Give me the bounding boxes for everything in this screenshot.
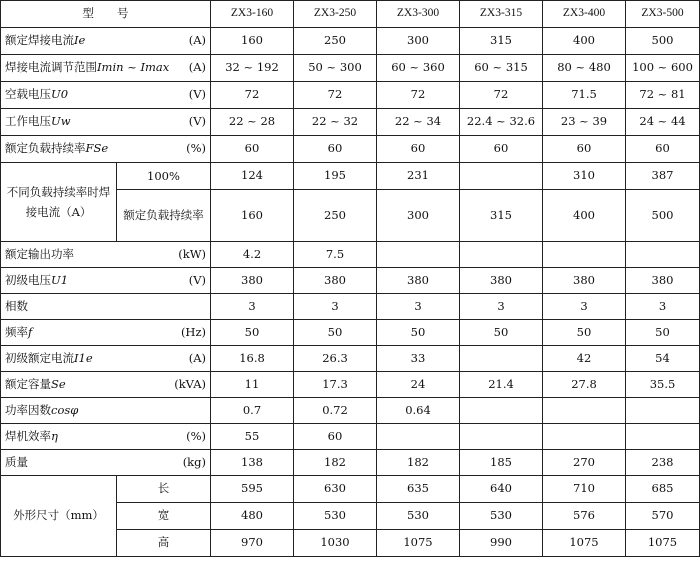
value-cell: 400	[543, 190, 626, 242]
param-label: 空载电压	[5, 87, 51, 102]
value-cell: 3	[626, 294, 700, 320]
param-label: 工作电压	[5, 114, 51, 129]
value-cell: 22 ~ 28	[211, 109, 294, 136]
model-header: ZX3-250	[294, 1, 377, 28]
param-symbol: Imin ~ Imax	[97, 60, 170, 75]
param-symbol: Ie	[74, 33, 86, 48]
param-label: 相数	[5, 298, 28, 313]
value-cell: 124	[211, 163, 294, 190]
value-cell: 60	[211, 136, 294, 163]
value-cell: 685	[626, 476, 700, 503]
sub-label: 100%	[117, 163, 211, 190]
value-cell: 50 ~ 300	[294, 55, 377, 82]
value-cell: 23 ~ 39	[543, 109, 626, 136]
table-row	[1, 109, 700, 136]
value-cell	[460, 424, 543, 450]
value-cell	[543, 242, 626, 268]
value-cell: 22 ~ 32	[294, 109, 377, 136]
param-label: 焊机效率	[5, 428, 51, 443]
param-symbol: I1e	[74, 350, 93, 365]
param-symbol: U1	[51, 272, 69, 287]
table-row	[1, 476, 700, 503]
value-cell: 50	[294, 320, 377, 346]
value-cell: 71.5	[543, 82, 626, 109]
param-cell	[1, 450, 211, 476]
model-header: ZX3-300	[377, 1, 460, 28]
dimension-sub-label: 高	[117, 530, 211, 557]
value-cell: 635	[377, 476, 460, 503]
value-cell: 60	[294, 424, 377, 450]
param-symbol: cosφ	[51, 402, 79, 417]
value-cell: 60 ~ 315	[460, 55, 543, 82]
value-cell: 182	[377, 450, 460, 476]
table-row	[1, 55, 700, 82]
param-cell	[1, 109, 211, 136]
param-cell	[1, 346, 211, 372]
param-unit: (kVA)	[174, 376, 206, 391]
value-cell: 310	[543, 163, 626, 190]
value-cell: 80 ~ 480	[543, 55, 626, 82]
value-cell: 0.64	[377, 398, 460, 424]
param-label: 额定负载持续率	[5, 141, 86, 156]
value-cell	[543, 424, 626, 450]
param-cell	[1, 268, 211, 294]
table-row	[1, 242, 700, 268]
value-cell: 16.8	[211, 346, 294, 372]
value-cell: 33	[377, 346, 460, 372]
param-label: 额定输出功率	[5, 246, 74, 261]
table-row	[1, 28, 700, 55]
value-cell: 4.2	[211, 242, 294, 268]
param-label: 质量	[5, 454, 28, 469]
dimensions-label: 外形尺寸（mm）	[1, 476, 117, 557]
value-cell	[626, 424, 700, 450]
param-symbol: Uw	[51, 114, 71, 129]
param-symbol: Se	[51, 376, 66, 391]
param-unit: (V)	[188, 272, 206, 287]
value-cell: 500	[626, 28, 700, 55]
value-cell: 990	[460, 530, 543, 557]
value-cell: 3	[460, 294, 543, 320]
value-cell: 24	[377, 372, 460, 398]
value-cell: 50	[543, 320, 626, 346]
param-cell	[1, 320, 211, 346]
header-row	[1, 1, 700, 28]
value-cell	[626, 398, 700, 424]
value-cell: 195	[294, 163, 377, 190]
value-cell: 182	[294, 450, 377, 476]
value-cell: 1030	[294, 530, 377, 557]
value-cell: 60	[377, 136, 460, 163]
param-unit: (V)	[188, 114, 206, 129]
param-cell	[1, 372, 211, 398]
value-cell: 54	[626, 346, 700, 372]
value-cell: 0.72	[294, 398, 377, 424]
param-label: 初级电压	[5, 272, 51, 287]
value-cell: 3	[211, 294, 294, 320]
value-cell: 60 ~ 360	[377, 55, 460, 82]
param-cell	[1, 136, 211, 163]
value-cell: 72	[294, 82, 377, 109]
value-cell: 72	[377, 82, 460, 109]
param-label: 初级额定电流	[5, 350, 74, 365]
value-cell: 3	[377, 294, 460, 320]
param-unit: (%)	[186, 428, 206, 443]
value-cell	[460, 242, 543, 268]
sub-label: 额定负载持续率	[117, 190, 211, 242]
value-cell: 160	[211, 190, 294, 242]
param-label: 额定容量	[5, 376, 51, 391]
value-cell: 530	[377, 503, 460, 530]
value-cell: 55	[211, 424, 294, 450]
value-cell: 300	[377, 28, 460, 55]
current-group-label: 不同负载持续率时焊接电流（A）	[1, 163, 117, 242]
value-cell: 480	[211, 503, 294, 530]
param-label: 功率因数	[5, 402, 51, 417]
value-cell: 576	[543, 503, 626, 530]
value-cell: 231	[377, 163, 460, 190]
param-unit: (A)	[188, 33, 206, 48]
value-cell: 3	[294, 294, 377, 320]
value-cell: 0.7	[211, 398, 294, 424]
value-cell: 26.3	[294, 346, 377, 372]
param-symbol: f	[28, 324, 33, 339]
value-cell: 72	[211, 82, 294, 109]
value-cell: 22.4 ~ 32.6	[460, 109, 543, 136]
param-cell	[1, 55, 211, 82]
value-cell: 250	[294, 28, 377, 55]
param-cell	[1, 28, 211, 55]
value-cell: 1075	[626, 530, 700, 557]
value-cell: 250	[294, 190, 377, 242]
value-cell: 400	[543, 28, 626, 55]
value-cell: 60	[294, 136, 377, 163]
param-unit: (kg)	[182, 454, 206, 469]
value-cell: 1075	[377, 530, 460, 557]
param-unit: (Hz)	[180, 324, 206, 339]
model-header: ZX3-160	[211, 1, 294, 28]
table-row	[1, 424, 700, 450]
param-unit: (%)	[186, 141, 206, 156]
value-cell: 60	[543, 136, 626, 163]
table-row	[1, 398, 700, 424]
model-header: ZX3-315	[460, 1, 543, 28]
value-cell: 1075	[543, 530, 626, 557]
param-symbol: FSe	[85, 141, 109, 156]
value-cell: 72 ~ 81	[626, 82, 700, 109]
value-cell: 270	[543, 450, 626, 476]
param-cell	[1, 398, 211, 424]
table-row	[1, 268, 700, 294]
value-cell: 42	[543, 346, 626, 372]
model-header: ZX3-500	[626, 1, 700, 28]
dimension-sub-label: 宽	[117, 503, 211, 530]
value-cell: 315	[460, 28, 543, 55]
table-row	[1, 372, 700, 398]
value-cell: 22 ~ 34	[377, 109, 460, 136]
value-cell: 387	[626, 163, 700, 190]
table-row	[1, 136, 700, 163]
value-cell: 3	[543, 294, 626, 320]
value-cell: 640	[460, 476, 543, 503]
value-cell: 500	[626, 190, 700, 242]
value-cell: 160	[211, 28, 294, 55]
value-cell: 24 ~ 44	[626, 109, 700, 136]
value-cell: 570	[626, 503, 700, 530]
value-cell	[377, 242, 460, 268]
value-cell: 21.4	[460, 372, 543, 398]
table-row	[1, 320, 700, 346]
value-cell: 380	[626, 268, 700, 294]
value-cell: 11	[211, 372, 294, 398]
value-cell: 380	[211, 268, 294, 294]
model-header: ZX3-400	[543, 1, 626, 28]
value-cell: 238	[626, 450, 700, 476]
param-label: 频率	[5, 324, 28, 339]
value-cell: 185	[460, 450, 543, 476]
value-cell: 710	[543, 476, 626, 503]
param-unit: (A)	[188, 350, 206, 365]
model-header-label: 型 号	[1, 1, 211, 28]
param-cell	[1, 242, 211, 268]
value-cell: 530	[460, 503, 543, 530]
param-unit: (A)	[188, 60, 206, 75]
value-cell: 380	[460, 268, 543, 294]
value-cell: 35.5	[626, 372, 700, 398]
value-cell: 100 ~ 600	[626, 55, 700, 82]
value-cell: 138	[211, 450, 294, 476]
table-row	[1, 294, 700, 320]
value-cell: 60	[460, 136, 543, 163]
value-cell	[460, 346, 543, 372]
value-cell	[377, 424, 460, 450]
param-cell	[1, 82, 211, 109]
value-cell: 27.8	[543, 372, 626, 398]
value-cell: 380	[543, 268, 626, 294]
value-cell	[460, 398, 543, 424]
table-row	[1, 163, 700, 190]
value-cell: 50	[377, 320, 460, 346]
param-unit: (V)	[188, 87, 206, 102]
value-cell: 380	[377, 268, 460, 294]
value-cell: 630	[294, 476, 377, 503]
value-cell: 7.5	[294, 242, 377, 268]
value-cell: 300	[377, 190, 460, 242]
param-unit: (kW)	[178, 246, 206, 261]
param-symbol: U0	[51, 87, 69, 102]
value-cell: 50	[460, 320, 543, 346]
dimension-sub-label: 长	[117, 476, 211, 503]
value-cell: 50	[211, 320, 294, 346]
value-cell: 380	[294, 268, 377, 294]
value-cell: 72	[460, 82, 543, 109]
value-cell: 17.3	[294, 372, 377, 398]
value-cell: 530	[294, 503, 377, 530]
param-label: 焊接电流调节范围	[5, 60, 97, 75]
param-label: 额定焊接电流	[5, 33, 74, 48]
value-cell: 60	[626, 136, 700, 163]
value-cell	[460, 163, 543, 190]
table-row	[1, 82, 700, 109]
value-cell	[626, 242, 700, 268]
value-cell	[543, 398, 626, 424]
value-cell: 50	[626, 320, 700, 346]
table-row	[1, 346, 700, 372]
param-symbol: η	[51, 428, 58, 443]
value-cell: 970	[211, 530, 294, 557]
value-cell: 595	[211, 476, 294, 503]
value-cell: 315	[460, 190, 543, 242]
param-cell	[1, 294, 211, 320]
value-cell: 32 ~ 192	[211, 55, 294, 82]
table-row	[1, 450, 700, 476]
param-cell	[1, 424, 211, 450]
